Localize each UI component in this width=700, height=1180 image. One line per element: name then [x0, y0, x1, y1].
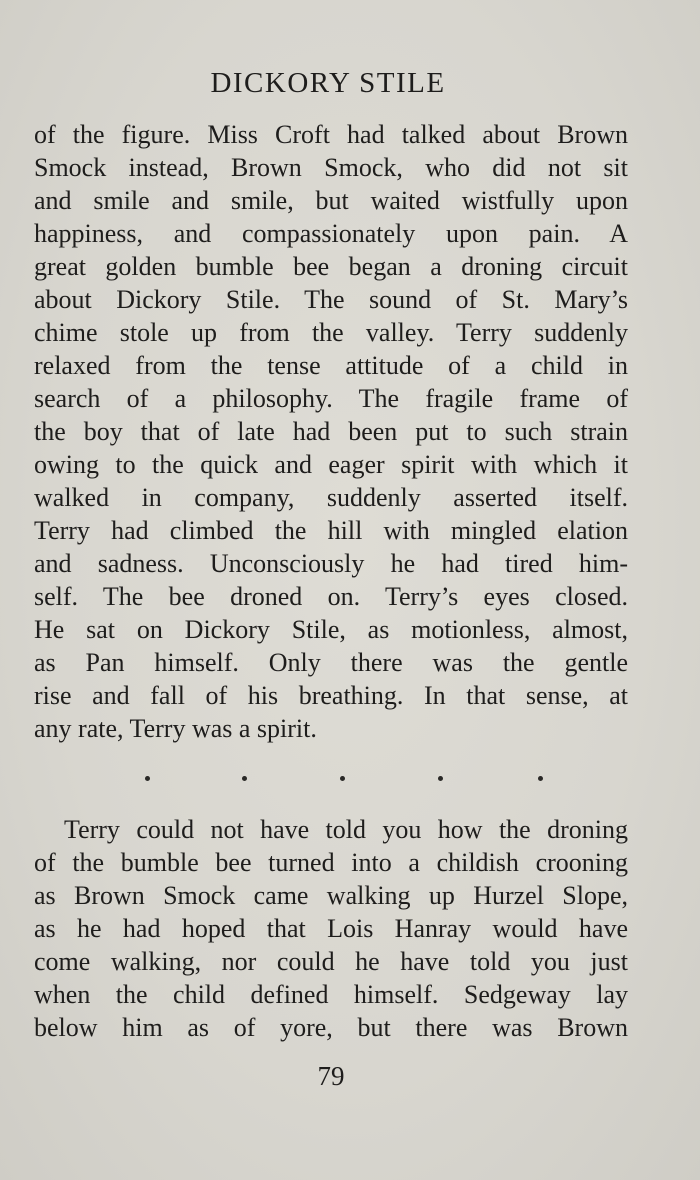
text-line: of the figure. Miss Croft had talked about Brown: [34, 120, 628, 149]
section-separator: [110, 776, 580, 786]
text-line: self. The bee droned on. Terry’s eyes closed.: [34, 582, 628, 611]
text-line: the boy that of late had been put to such strain: [34, 417, 628, 446]
separator-dot: [242, 776, 247, 781]
text-line: happiness, and compassionately upon pain. A: [34, 219, 628, 248]
text-line: rise and fall of his breathing. In that sense, at: [34, 681, 628, 710]
text-line: chime stole up from the valley. Terry suddenly: [34, 318, 628, 347]
page-number: 79: [317, 1061, 345, 1091]
text-line: come walking, nor could he have told you just: [34, 947, 628, 976]
separator-dot: [145, 776, 150, 781]
text-line: owing to the quick and eager spirit with which it: [34, 450, 628, 479]
text-line: search of a philosophy. The fragile frame of: [34, 384, 628, 413]
text-line: Terry could not have told you how the droning: [64, 815, 628, 844]
text-line: He sat on Dickory Stile, as motionless, almost,: [34, 615, 628, 644]
text-line: and sadness. Unconsciously he had tired him-: [34, 549, 628, 578]
separator-dot: [340, 776, 345, 781]
text-line: as he had hoped that Lois Hanray would have: [34, 914, 628, 943]
text-line: Terry had climbed the hill with mingled elation: [34, 516, 628, 545]
text-line: relaxed from the tense attitude of a child in: [34, 351, 628, 380]
separator-dot: [538, 776, 543, 781]
text-line: as Brown Smock came walking up Hurzel Slope,: [34, 881, 628, 910]
text-line: any rate, Terry was a spirit.: [34, 714, 317, 743]
text-line: great golden bumble bee began a droning circuit: [34, 252, 628, 281]
text-line: below him as of yore, but there was Brown: [34, 1013, 628, 1042]
text-line: Smock instead, Brown Smock, who did not sit: [34, 153, 628, 182]
separator-dot: [438, 776, 443, 781]
text-line: and smile and smile, but waited wistfully upon: [34, 186, 628, 215]
running-head: DICKORY STILE: [210, 67, 446, 99]
text-line: walked in company, suddenly asserted itself.: [34, 483, 628, 512]
text-line: when the child defined himself. Sedgeway lay: [34, 980, 628, 1009]
text-line: about Dickory Stile. The sound of St. Mary’s: [34, 285, 628, 314]
text-line: of the bumble bee turned into a childish crooning: [34, 848, 628, 877]
text-line: as Pan himself. Only there was the gentle: [34, 648, 628, 677]
